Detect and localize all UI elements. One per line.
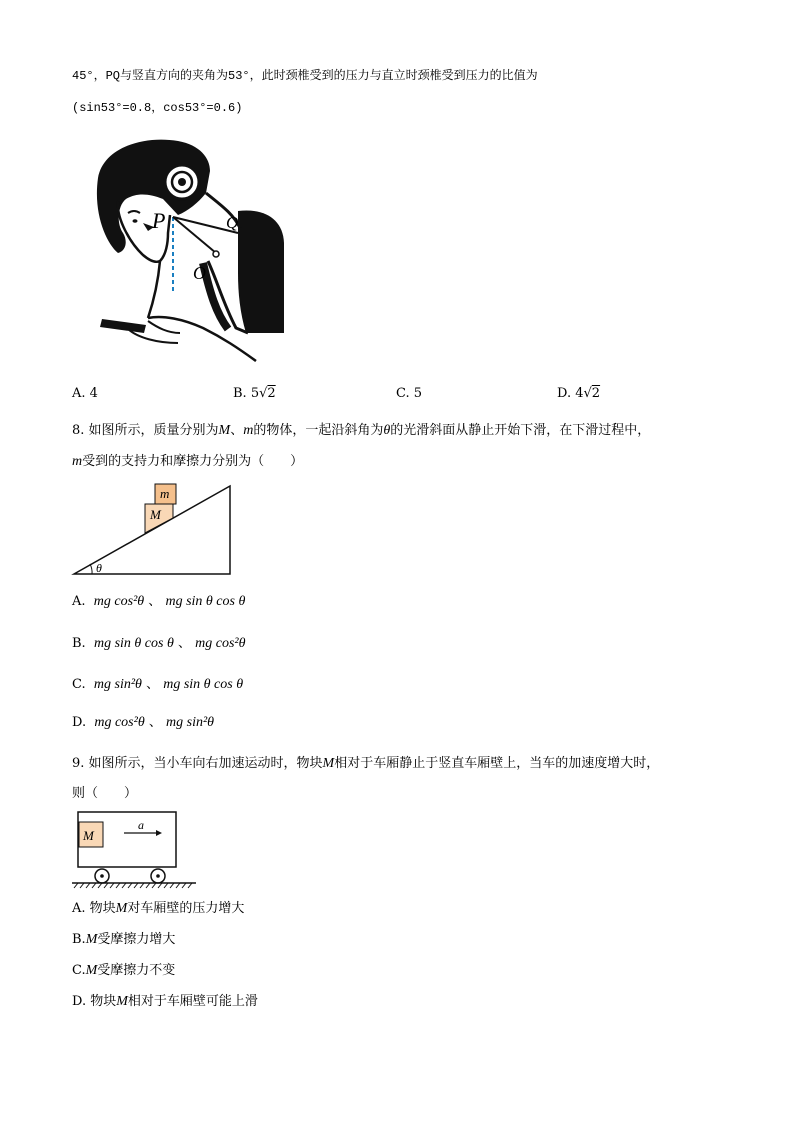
q7-figure <box>88 133 288 368</box>
q8-option-d-label: D. <box>72 715 87 730</box>
label-q: Q <box>226 213 239 232</box>
eye-icon <box>133 219 138 223</box>
q9-option-c[interactable]: C.M受摩擦力不变 <box>72 963 176 978</box>
wheel-right-hub <box>156 874 160 878</box>
eyebrow <box>128 211 140 213</box>
q7-option-b-radicand: 2 <box>267 386 276 401</box>
q7-option-b[interactable]: B. 5√2 <box>233 386 276 401</box>
q7-option-c[interactable] <box>396 386 422 402</box>
q7-option-d-radicand: 2 <box>591 386 601 401</box>
q7-text-line1: 45°，PQ与竖直方向的夹角为53°，此时颈椎受到的压力与直立时颈椎受到压力的比值为 <box>72 69 538 83</box>
q7-option-b-text: B. 5 <box>233 386 260 401</box>
q9-option-b[interactable]: B.M受摩擦力增大 <box>72 932 176 947</box>
q8-option-c[interactable]: C. mg sin²θ 、 mg sin θ cos θ <box>72 677 244 692</box>
hand-outline <box>148 321 180 333</box>
q9-text-line1: 9. 如图所示，当小车向右加速运动时，物块M相对于车厢静止于竖直车厢壁上，当车的加速度增大时， <box>72 756 660 771</box>
q8-option-b[interactable]: B. mg sin θ cos θ 、 mg cos²θ <box>72 636 246 651</box>
q9-cart-figure <box>70 808 200 890</box>
label-o: O <box>193 263 206 283</box>
q7-option-d-text: D. 4 <box>557 386 584 401</box>
phone-icon <box>100 319 146 333</box>
q7-option-c-text: C. 5 <box>396 386 423 401</box>
label-p: P <box>152 208 166 233</box>
label-big-m: M <box>150 507 161 522</box>
label-theta: θ <box>96 561 102 575</box>
q8-option-b-label: B. <box>72 636 86 651</box>
q8-incline-figure <box>70 480 240 580</box>
q8-option-a[interactable]: A. mg cos²θ 、 mg sin θ cos θ <box>72 594 246 609</box>
q8-text-line2: m受到的支持力和摩擦力分别为（ ） <box>72 454 304 469</box>
arm-outline <box>148 317 256 361</box>
q7-option-d[interactable]: D. 4√2 <box>557 386 601 401</box>
ear-center <box>178 178 186 186</box>
q8-option-a-label: A. <box>72 594 86 609</box>
q9-option-a[interactable]: A. 物块M对车厢壁的压力增大 <box>72 901 245 916</box>
q8-option-c-label: C. <box>72 677 86 692</box>
q9-option-d[interactable]: D. 物块M相对于车厢壁可能上滑 <box>72 994 258 1009</box>
q7-option-a[interactable] <box>72 386 98 402</box>
q8-option-d[interactable]: D. mg cos²θ 、 mg sin²θ <box>72 715 215 730</box>
back-shape <box>238 210 284 333</box>
label-a: a <box>138 818 144 832</box>
label-small-m: m <box>160 486 170 501</box>
q7-option-a-text: A. 4 <box>72 386 98 401</box>
q8-text-line1: 8. 如图所示，质量分别为M、m的物体，一起沿斜角为θ的光滑斜面从静止开始下滑，在下滑过程中， <box>72 423 651 438</box>
label-block-m: M <box>83 828 94 843</box>
q9-text-line2: 则（ ） <box>72 786 138 801</box>
strap <box>203 263 228 329</box>
point-o-dot <box>213 251 219 257</box>
chest-outline <box>148 261 160 318</box>
wheel-left-hub <box>100 874 104 878</box>
q7-text-line2: (sin53°=0.8，cos53°=0.6) <box>72 101 243 115</box>
